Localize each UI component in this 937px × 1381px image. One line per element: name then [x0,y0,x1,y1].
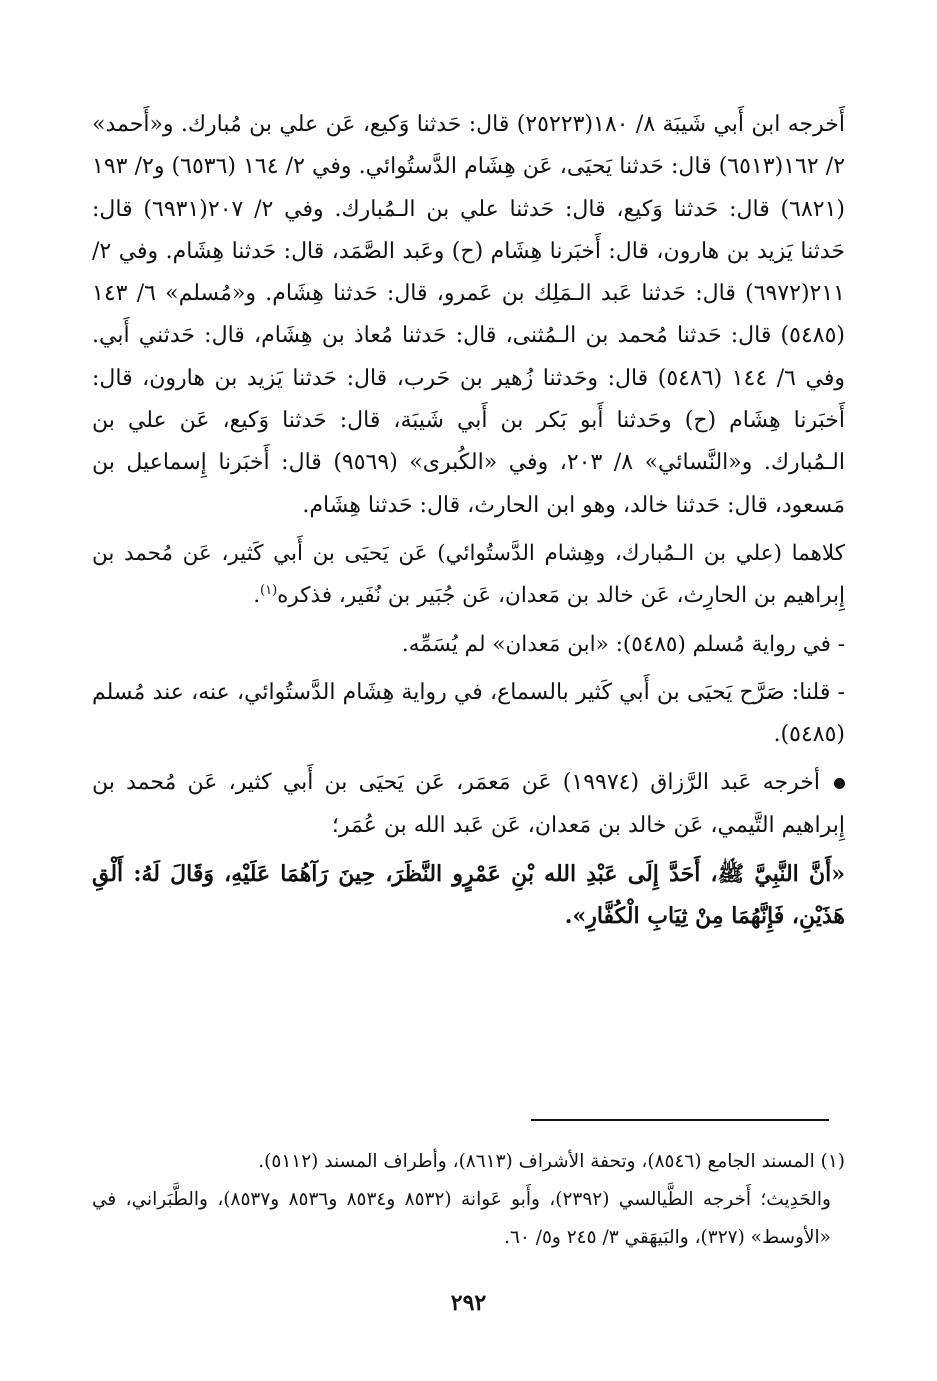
takhrij-paragraph: أَخرجه ابن أَبي شَيبَة ٨/ ١٨٠(٢٥٢٢٣) قال: حَدثنا وَكيع، عَن علي بن مُبارك. و«أَحمد» ٢/ ١٦٢(٦٥١٣) قال: حَدثنا يَحيَى، عَن هِشَام الدَّستُوائي. وفي ٢/ ١٦٤ (٦٥٣٦) و٢/ ١٩٣ (٦٨٢١) قال: حَدثنا وَكيع، قال: حَدثنا علي بن الـمُبارك. وفي ٢/ ٢٠٧(٦٩٣١) قال: حَدثنا يَزيد بن هارون، قال: أَخبَرنا هِشَام (ح) وعَبد الصَّمَد، قال: حَدثنا هِشَام. وفي ٢/ ٢١١(٦٩٧٢) قال: حَدثنا عَبد الـمَلِك بن عَمرو، قال: حَدثنا هِشَام. و«مُسلم» ٦/ ١٤٣ (٥٤٨٥) قال: حَدثنا مُحمد بن الـمُثنى، قال: حَدثنا مُعاذ بن هِشَام، قال: حَدثني أَبي. وفي ٦/ ١٤٤ (٥٤٨٦) قال: وحَدثنا زُهير بن حَرب، قال: حَدثنا يَزيد بن هارون، قال: أَخبَرنا هِشَام (ح) وحَدثنا أَبو بَكر بن أَبي شَيبَة، قال: حَدثنا وَكيع، عَن علي بن الـمُبارك. و«النَّسائي» ٨/ ٢٠٣، وفي «الكُبرى» (٩٥٦٩) قال: أَخبَرنا إِسماعيل بن مَسعود، قال: حَدثنا خالد، وهو ابن الحارث، قال: حَدثنا هِشَام. [92,112,846,518]
footnotes-section [92,1143,845,1257]
bullet-paragraph [92,762,845,847]
footnote-divider [531,1119,829,1121]
note-muslim-narration: - في رواية مُسلم (٥٤٨٥): «ابن مَعدان» لم يُسَمِّه. [401,631,845,657]
footnote-1: (١) المسند الجامع (٨٥٤٦)، وتحفة الأشراف (٨٦١٣)، وأطراف المسند (٥١١٢). [258,1151,845,1172]
footnote-1-continued: والحَدِيث؛ أَخرجه الطَّيالسي (٢٣٩٢)، وأَبو عَوانة (٨٥٣٢ و٨٥٣٤ و٨٥٣٦ و٨٥٣٧)، والطَّبَراني، في «الأوسط» (٣٢٧)، والبَيهَقي ٣/ ٢٤٥ و٥/ ٦٠. [92,1189,831,1248]
main-text [92,104,845,943]
bullet-text: أخرجه عَبد الرَّزاق (١٩٩٧٤) عَن مَعمَر، عَن يَحيَى بن أَبي كثير، عَن مُحمد بن إِبراهيم التَّيمي، عَن خالد بن مَعدان، عَن عَبد الله بن عُمَر؛ [92,770,845,838]
chain-text: كلاهما (علي بن الـمُبارك، وهِشام الدَّستُوائي) عَن يَحيَى بن أَبي كَثير، عَن مُحمد بن إِبراهيم بن الحارِث، عَن خالد بن مَعدان، عَن جُبَير بن نُفَير، فذكره [92,540,845,609]
note-explicit-hearing: - قلنا: صَرَّح يَحيَى بن أَبي كَثير بالسماع، في رواية هِشَام الدَّستُوائي، عنه، عند مُسلم (٥٤٨٥). [92,679,845,748]
page-number: ٢٩٢ [450,1290,487,1316]
hadith-text: «أَنَّ النَّبِيَّ ﷺ، أَحَدَّ إِلَى عَبْدِ الله بْنِ عَمْرٍو النَّظَرَ، حِينَ رَآهُمَا عَلَيْهِ، وَقَالَ لَهُ: أَلْقِ هَذَيْنِ، فَإِنَّهُمَا مِنْ ثِيَابِ الْكُفَّارِ». [92,861,845,930]
bullet-icon [834,778,845,789]
chain-end: . [253,583,261,609]
footnote-reference[interactable]: (١) [260,583,278,599]
chain-paragraph [92,533,845,618]
